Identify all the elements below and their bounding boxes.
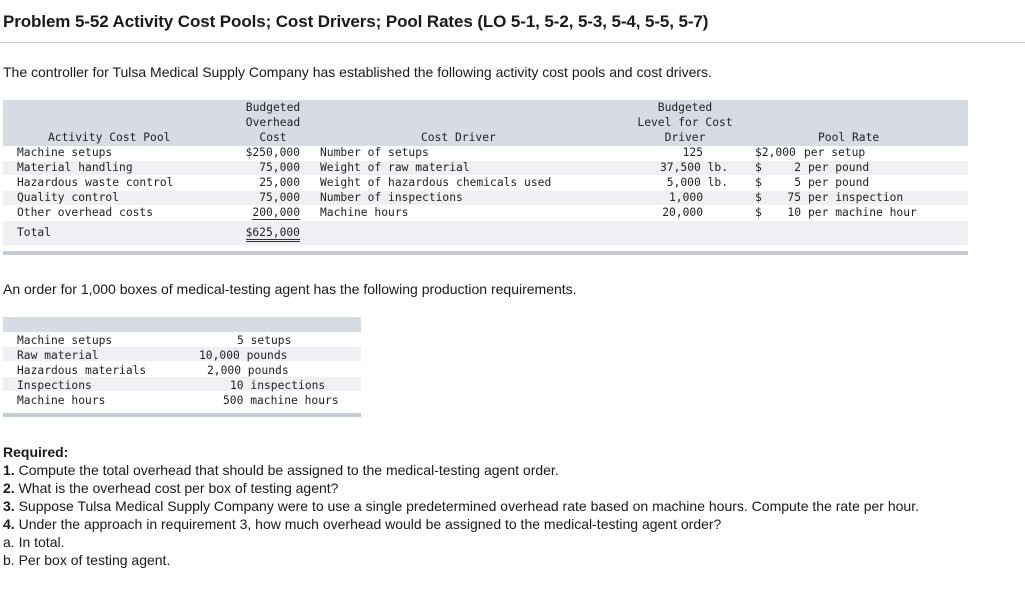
requirement-text: Suppose Tulsa Medical Supply Company were to use a single predetermined overhead rate based on machine hours. Compute the rate per hour. <box>14 498 919 514</box>
pool-name: Material handling <box>17 161 133 174</box>
total-cost <box>218 225 300 240</box>
requirement-number: 3. <box>3 498 15 514</box>
pool-rate-dollar: $ <box>755 161 762 174</box>
requirement-text: What is the overhead cost per box of testing agent? <box>14 480 339 496</box>
requirement-text: Under the approach in requirement 3, how much overhead would be assigned to the medical-testing agent order? <box>14 516 722 532</box>
pool-name: Machine setups <box>17 146 113 159</box>
pool-rate-dollar: $ <box>755 191 762 204</box>
pool-driver: Number of setups <box>320 146 429 159</box>
required-heading: Required: <box>3 444 69 460</box>
requirement-text: Compute the total overhead that should be assigned to the medical-testing agent order. <box>14 462 559 478</box>
pool-level: 125 <box>682 146 703 159</box>
pool-driver: Machine hours <box>320 206 409 219</box>
pool-rate-amount: 10 <box>787 206 801 219</box>
header-cost-line3: Cost <box>259 131 287 144</box>
pool-cost-underlined: 200,000 <box>252 206 300 219</box>
pool-rate-amount: 2 <box>794 161 801 174</box>
pool-driver: Weight of raw material <box>320 161 470 174</box>
order-value: 5 setups <box>237 334 292 347</box>
order-value: 10 inspections <box>230 379 326 392</box>
requirement-number: 4. <box>3 516 15 532</box>
pool-cost <box>218 205 300 220</box>
pool-cost: 75,000 <box>259 161 300 174</box>
required-section <box>3 443 963 569</box>
requirement-item <box>3 461 963 479</box>
order-text: An order for 1,000 boxes of medical-testing agent has the following production requirements. <box>3 281 577 297</box>
requirement-item <box>3 515 963 533</box>
header-pool: Activity Cost Pool <box>48 131 171 144</box>
table-bottom-rule <box>3 251 968 255</box>
order-value: 10,000 pounds <box>199 349 288 362</box>
order-bottom-rule <box>3 413 361 417</box>
pool-cost: 25,000 <box>259 176 300 189</box>
header-cost-line2: Overhead <box>245 116 301 129</box>
pool-rate-dollar: $ <box>755 206 762 219</box>
pool-level: 37,500 lb. <box>659 161 728 174</box>
pool-level: 20,000 <box>662 206 703 219</box>
requirement-item <box>3 479 963 497</box>
problem-title: Problem 5-52 Activity Cost Pools; Cost Drivers; Pool Rates (LO 5-1, 5-2, 5-3, 5-4, 5-5, 5-7) <box>3 12 709 31</box>
pool-rate-unit: per setup <box>804 146 866 159</box>
header-cost-line1: Budgeted <box>245 101 301 114</box>
requirement-number: 1. <box>3 462 15 478</box>
intro-text: The controller for Tulsa Medical Supply Company has established the following activity cost pools and cost drivers. <box>3 64 712 80</box>
pool-driver: Weight of hazardous chemicals used <box>320 176 552 189</box>
pool-name: Hazardous waste control <box>17 176 174 189</box>
pool-driver: Number of inspections <box>320 191 463 204</box>
pool-rate-amount: 5 <box>794 176 801 189</box>
total-label: Total <box>17 226 52 239</box>
pool-rate-unit: per machine hour <box>808 206 917 219</box>
pool-cost: $250,000 <box>245 146 300 159</box>
pool-cost: 75,000 <box>259 191 300 204</box>
title-divider <box>0 42 1025 43</box>
order-value: 2,000 pounds <box>207 364 289 377</box>
order-value: 500 machine hours <box>223 394 339 407</box>
pool-level: 5,000 lb. <box>666 176 728 189</box>
pool-rate-unit: per pound <box>808 161 870 174</box>
total-band <box>3 221 968 245</box>
header-driver: Cost Driver <box>421 131 496 144</box>
pool-rate-unit: per inspection <box>808 191 904 204</box>
order-header-band <box>3 317 361 332</box>
order-label: Machine setups <box>17 334 113 347</box>
pool-name: Other overhead costs <box>17 206 154 219</box>
order-requirements-table <box>3 317 361 421</box>
order-label: Inspections <box>17 379 92 392</box>
pool-name: Quality control <box>17 191 120 204</box>
requirement-item <box>3 497 963 515</box>
pool-rate-amount: 75 <box>787 191 801 204</box>
header-rate: Pool Rate <box>818 131 880 144</box>
requirement-sub-b: b. Per box of testing agent. <box>3 552 171 568</box>
total-cost-value: $625,000 <box>246 226 300 242</box>
header-level-line1: Budgeted <box>657 101 713 114</box>
activity-pool-table <box>3 100 968 258</box>
pool-rate-unit: per pound <box>808 176 870 189</box>
requirement-sub-a: a. In total. <box>3 534 65 550</box>
requirement-number: 2. <box>3 480 15 496</box>
header-level-line2: Level for Cost <box>637 116 733 129</box>
order-label: Machine hours <box>17 394 106 407</box>
order-label: Raw material <box>17 349 99 362</box>
order-label: Hazardous materials <box>17 364 147 377</box>
pool-rate-dollar: $2,000 <box>755 146 796 159</box>
pool-rate-dollar: $ <box>755 176 762 189</box>
pool-level: 1,000 <box>668 191 703 204</box>
header-level-line3: Driver <box>664 131 706 144</box>
